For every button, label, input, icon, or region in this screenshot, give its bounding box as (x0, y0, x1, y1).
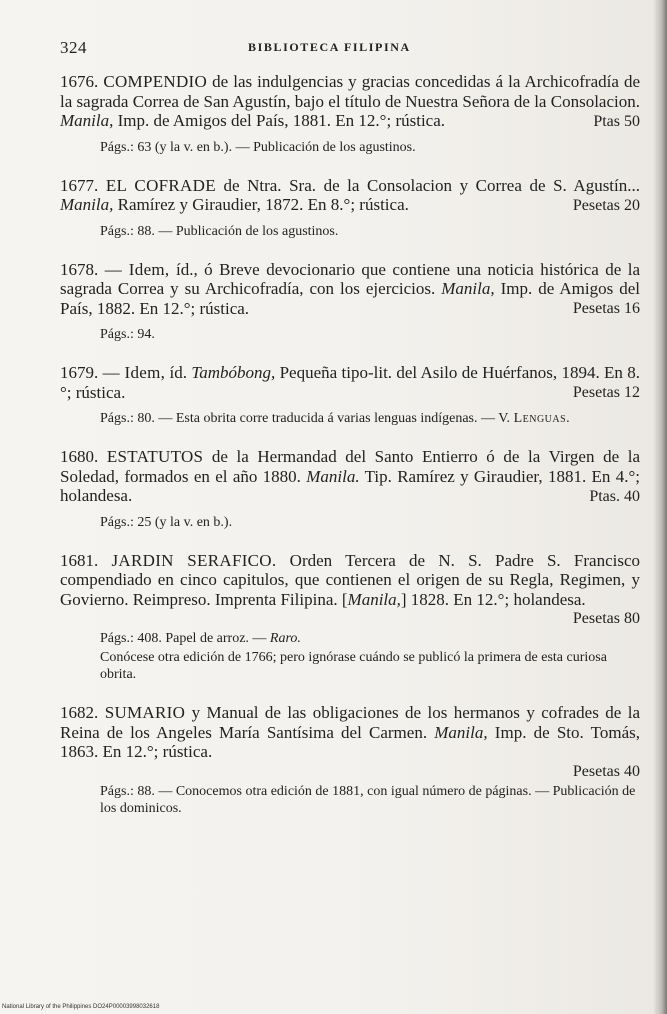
entry-text: de Ntra. Sra. de la Consolacion y Correa de S. Agustín... (215, 175, 641, 195)
entry-imprint: Tip. Ramírez y Giraudier, 1881. En 4.°; holandesa. (60, 466, 640, 505)
entry-text: íd., ó Breve devocionario que contiene una noticia histórica de la sagrada Correa y su Archicofradía, con los ejercicios. (60, 259, 641, 298)
note-text: 80. — Esta obrita corre traducida á varias lenguas indígenas. — V. (133, 411, 514, 426)
entry-number: 1680. (60, 447, 99, 466)
entry-note (60, 514, 640, 531)
entry-number: 1676. (60, 72, 99, 91)
entry-1682 (60, 703, 640, 817)
library-stamp: National Library of the Philippines DO24P00003998032618 (2, 1004, 160, 1010)
entry-place: Manila, (60, 195, 114, 214)
entry-note (60, 630, 640, 647)
entry-body (60, 703, 640, 762)
note-text: 88. — Publicación de los agustinos. (133, 223, 339, 239)
entry-note (60, 410, 640, 427)
entry-note (60, 783, 640, 817)
entry-price: Pesetas 80 (572, 610, 640, 627)
entry-title: — Idem, (104, 259, 170, 279)
entry-note (60, 326, 640, 343)
note-label: Págs.: (100, 631, 134, 646)
entry-title: JARDIN SERAFICO. (111, 550, 277, 570)
note-label: Págs.: (100, 139, 134, 155)
note-text: 94. (133, 327, 155, 342)
note-label: Págs.: (100, 327, 134, 342)
entry-place: Manila. (306, 466, 360, 486)
note-crossref: Lenguas. (513, 411, 571, 426)
entry-note (60, 139, 640, 156)
entry-text: de las indulgencias y gracias concedidas á la Archicofradía de la sagrada Correa de San Agustín, bajo el título de Nuestra Señora de la Consolacion. (60, 72, 640, 111)
entry-imprint: ] 1828. En 12.°; holandesa. (400, 589, 586, 609)
entry-place: Manila, (60, 111, 114, 130)
entry-number: 1682. (60, 703, 99, 722)
note-text: 63 (y la v. en b.). — Publicación de los agustinos. (133, 139, 416, 155)
entry-body (60, 551, 640, 610)
entry-imprint: Imp. de Amigos del País, 1881. En 12.°; rústica. (113, 111, 446, 130)
entry-title: COMPENDIO (103, 72, 208, 91)
entry-price: Pesetas 40 (572, 762, 640, 780)
entry-price: Ptas. 40 (589, 487, 640, 505)
entry-title: SUMARIO (104, 703, 186, 722)
page-number: 324 (60, 38, 87, 57)
entry-1676 (60, 72, 640, 156)
entry-number: 1681. (60, 550, 99, 570)
entry-title: EL COFRADE (105, 175, 216, 195)
entry-imprint: Imp. de Amigos del País, 1882. En 12.°; rústica. (60, 279, 640, 318)
entry-note (60, 223, 640, 240)
entry-place: Manila, (347, 589, 401, 609)
entry-imprint: Pequeña tipo-lit. del Asilo de Huérfanos, 1894. En 8.°; rústica. (60, 363, 641, 402)
entry-place: Manila, (441, 279, 495, 298)
entry-imprint: Imp. de Sto. Tomás, 1863. En 12.°; rústica. (60, 722, 640, 761)
entry-1678 (60, 260, 640, 344)
entry-number: 1679. (60, 363, 99, 382)
entry-text: y Manual de las obligaciones de los hermanos y cofrades de la Reina de los Angeles María Santísima del Carmen. (60, 703, 640, 742)
note-label: Págs.: (100, 514, 134, 530)
entry-number: 1678. (60, 259, 99, 279)
note-label: Págs.: (100, 223, 134, 239)
note-label: Págs.: (100, 783, 134, 799)
entry-price: Pesetas 20 (572, 196, 640, 214)
entry-text: íd. (165, 363, 192, 382)
entry-imprint: Ramírez y Giraudier, 1872. En 8.°; rústica. (113, 195, 409, 214)
page-edge-shadow (653, 0, 667, 1014)
entry-place: Manila, (434, 722, 488, 742)
note-text: 25 (y la v. en b.). (133, 514, 233, 530)
entry-1681 (60, 551, 640, 684)
entry-place: Tambóbong, (191, 363, 276, 382)
entry-number: 1677. (60, 175, 99, 195)
entry-price: Pesetas 16 (572, 300, 640, 317)
entry-text: de la Hermandad del Santo Entierro ó de la Virgen de la Soledad, formados en el año 1880. (60, 447, 640, 486)
entry-1677 (60, 176, 640, 240)
running-title: BIBLIOTECA FILIPINA (248, 40, 411, 54)
note-text: 88. — Conocemos otra edición de 1881, con igual número de páginas. — Publicación de los dominicos. (100, 783, 636, 816)
entry-list (60, 72, 640, 837)
entry-price: Pesetas 12 (572, 384, 640, 401)
note-label: Págs.: (100, 411, 134, 426)
note-text: 408. Papel de arroz. — (133, 631, 270, 646)
entry-text: Orden Tercera de N. S. Padre S. Francisco compendiado en cinco capitulos, que contienen el origen de su Regla, Regimen, y Govierno. Reimpreso. Imprenta Filipina. [ (60, 550, 641, 609)
note-rare: Raro. (269, 631, 301, 646)
entry-price: Ptas 50 (593, 112, 640, 130)
entry-title: ESTATUTOS (106, 447, 204, 466)
entry-note-extra: Conócese otra edición de 1766; pero ignórase cuándo se publicó la primera de esta curiosa obrita. (100, 650, 607, 682)
entry-1679 (60, 363, 640, 427)
page-header (60, 38, 640, 58)
entry-title: — Idem, (102, 363, 166, 382)
entry-1680 (60, 447, 640, 531)
